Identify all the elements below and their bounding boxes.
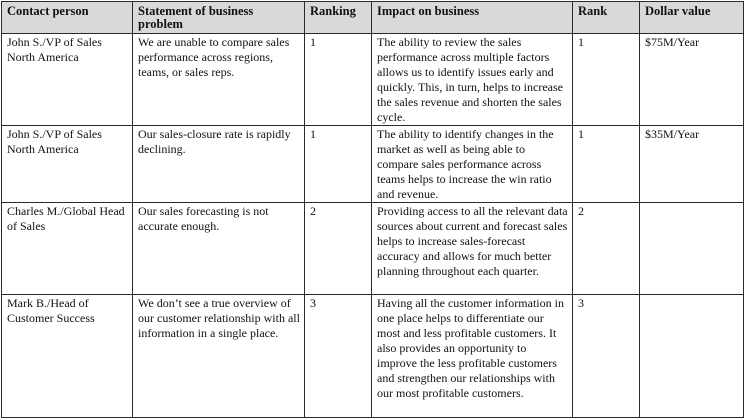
table-row xyxy=(2,203,744,295)
header-dollar-value: Dollar value xyxy=(640,2,744,34)
cell-dollar-value: $75M/Year xyxy=(640,34,744,126)
cell-ranking: 1 xyxy=(305,34,372,126)
cell-dollar-value xyxy=(640,203,744,295)
cell-impact: The ability to identify changes in the market as well as being able to compare sales performance across teams helps to increase the win ratio and revenue. xyxy=(372,126,573,203)
cell-problem: We are unable to compare sales performance across regions, teams, or sales reps. xyxy=(133,34,305,126)
header-rank: Rank xyxy=(573,2,640,34)
table-row xyxy=(2,34,744,126)
header-ranking: Ranking xyxy=(305,2,372,34)
cell-impact: Providing access to all the relevant data sources about current and forecast sales helps to increase sales-forecast accuracy and allows for much better planning throughout each quarter. xyxy=(372,203,573,295)
cell-impact: Having all the customer information in one place helps to differentiate our most and less profitable customers. It also provides an opportunity to improve the less profitable customers and strengthen our relationships with our most profitable customers. xyxy=(372,295,573,418)
table-row xyxy=(2,126,744,203)
cell-rank: 1 xyxy=(573,126,640,203)
cell-problem: Our sales-closure rate is rapidly declining. xyxy=(133,126,305,203)
cell-dollar-value xyxy=(640,295,744,418)
cell-ranking: 1 xyxy=(305,126,372,203)
table-row xyxy=(2,295,744,418)
cell-contact: John S./VP of Sales North America xyxy=(2,34,133,126)
cell-contact: Mark B./Head of Customer Success xyxy=(2,295,133,418)
cell-problem: Our sales forecasting is not accurate enough. xyxy=(133,203,305,295)
cell-rank: 1 xyxy=(573,34,640,126)
cell-dollar-value: $35M/Year xyxy=(640,126,744,203)
cell-contact: John S./VP of Sales North America xyxy=(2,126,133,203)
cell-problem: We don’t see a true overview of our customer relationship with all information in a single place. xyxy=(133,295,305,418)
cell-rank: 2 xyxy=(573,203,640,295)
table-header-row xyxy=(2,2,744,34)
cell-ranking: 2 xyxy=(305,203,372,295)
header-impact-on-business: Impact on business xyxy=(372,2,573,34)
cell-ranking: 3 xyxy=(305,295,372,418)
header-business-problem: Statement of business problem xyxy=(133,2,305,34)
business-problem-table xyxy=(1,1,744,418)
header-contact-person: Contact person xyxy=(2,2,133,34)
cell-contact: Charles M./Global Head of Sales xyxy=(2,203,133,295)
cell-rank: 3 xyxy=(573,295,640,418)
cell-impact: The ability to review the sales performance across multiple factors allows us to identify issues early and quickly. This, in turn, helps to increase the sales revenue and shorten the sales cycle. xyxy=(372,34,573,126)
